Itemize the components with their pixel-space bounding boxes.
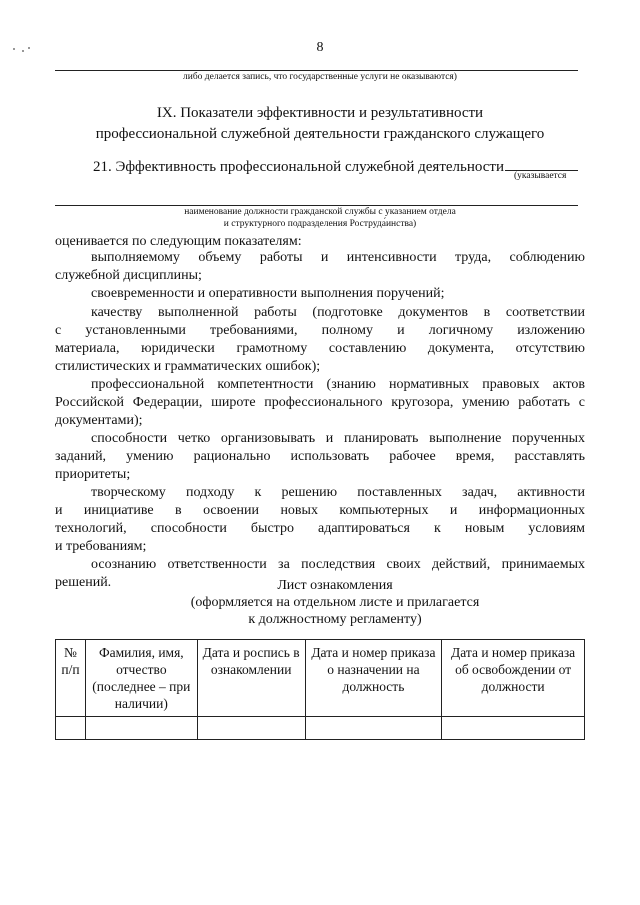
- header-full-name: Фамилия, имя, отчество (последнее – при наличии): [85, 640, 197, 717]
- indicator-quality-2: с установленными требованиями, полному и логичному изложению: [55, 323, 585, 338]
- header-date-signature: Дата и роспись в ознакомлении: [197, 640, 305, 717]
- indicator-organize-3: приоритеты;: [55, 467, 131, 482]
- top-note: либо делается запись, что государственные услуги не оказываются): [183, 72, 457, 82]
- acknowledgement-table: [55, 639, 585, 740]
- header-dismissal-order: Дата и номер приказа об освобождении от должности: [442, 640, 585, 717]
- indicator-quality-3: материала, юридически грамотному составлению документа, отсутствию: [55, 341, 585, 356]
- indicator-creative-3: технологий, способности быстро адаптироваться к новым условиям: [55, 521, 585, 536]
- table-cell[interactable]: [85, 717, 197, 740]
- indicator-competence-2: Российской Федерации, широте профессионального кругозора, умению работать с: [55, 395, 585, 410]
- table-cell[interactable]: [197, 717, 305, 740]
- indicator-responsibility-2: решений.: [55, 575, 112, 590]
- indicator-organize-2: заданий, умению рационально использовать рабочее время, расставлять: [55, 449, 585, 464]
- indicator-timeliness: своевременности и оперативности выполнения поручений;: [91, 286, 445, 301]
- table-cell[interactable]: [442, 717, 585, 740]
- ack-title: Лист ознакомления: [277, 578, 393, 593]
- indicator-volume-1: выполняемому объему работы и интенсивности труда, соблюдению: [91, 250, 585, 265]
- indicator-competence-1: профессиональной компетентности (знанию нормативных правовых актов: [91, 377, 585, 392]
- section-title-line1: IX. Показатели эффективности и результативности: [156, 105, 484, 121]
- table-row: [56, 717, 585, 740]
- indicator-competence-3: документами);: [55, 413, 143, 428]
- position-caption-line1: наименование должности гражданской службы с указанием отдела: [184, 207, 456, 217]
- indicator-quality-1: качеству выполненной работы (подготовке документов в соответствии: [91, 305, 585, 320]
- page-number: 8: [316, 40, 324, 55]
- indicator-volume-2: служебной дисциплины;: [55, 268, 202, 283]
- header-appointment-order: Дата и номер приказа о назначении на должность: [305, 640, 442, 717]
- indicator-responsibility-1: осознанию ответственности за последствия своих действий, принимаемых: [91, 557, 585, 572]
- ack-subtitle-1: (оформляется на отдельном листе и прилагается: [190, 595, 480, 610]
- ack-subtitle-2: к должностному регламенту): [248, 612, 422, 627]
- top-rule: [55, 70, 578, 71]
- position-rule: [55, 205, 578, 206]
- indicator-creative-4: и требованиям;: [55, 539, 147, 554]
- indicator-quality-4: стилистических и грамматических ошибок);: [55, 359, 321, 374]
- section-title-line2: профессиональной служебной деятельности гражданского служащего: [95, 126, 545, 142]
- item21-note: (указывается: [514, 171, 567, 181]
- position-caption-line2: и структурного подразделения Роструда́инства): [223, 219, 417, 229]
- intro-line: оценивается по следующим показателям:: [55, 234, 302, 249]
- table-cell[interactable]: [56, 717, 86, 740]
- table-cell[interactable]: [305, 717, 442, 740]
- table-header-row: [56, 640, 585, 717]
- indicator-creative-1: творческому подходу к решению поставленных задач, активности: [91, 485, 585, 500]
- item21-text: 21. Эффективность профессиональной служебной деятельности: [93, 159, 505, 175]
- header-number: № п/п: [56, 640, 86, 717]
- indicator-creative-2: и инициативе в освоении новых компьютерных и информационных: [55, 503, 585, 518]
- indicator-organize-1: способности четко организовывать и планировать выполнение порученных: [91, 431, 585, 446]
